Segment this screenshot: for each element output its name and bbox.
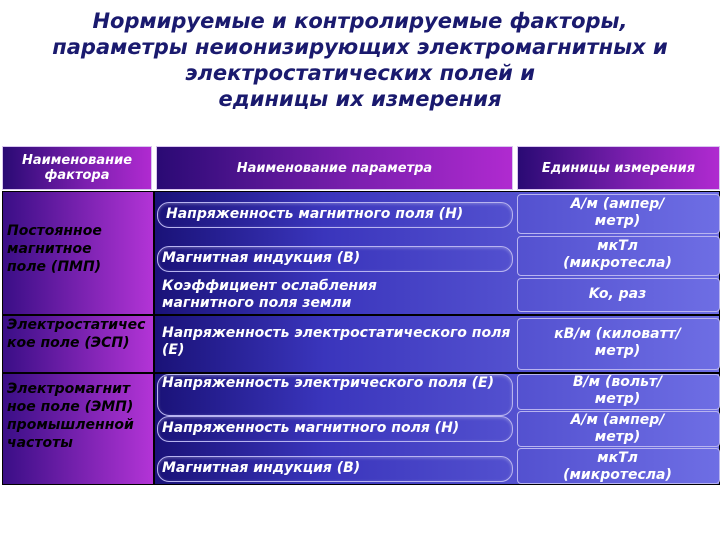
units-pmp-h [515,196,720,230]
header-factor-label: Наименование фактора [21,153,133,183]
factor-cell-emp [2,373,154,485]
units-emp-h [515,412,720,446]
factor-text-emp: Электромагнитное поле (ЭМП) промышленной частоты [7,381,134,451]
units-text: кВ/м (киловатт/метр) [554,326,681,359]
header-parameter [156,146,513,190]
param-pmp-k: Коэффициент ослабления магнитного поля земли [162,278,377,311]
header-units [517,146,720,190]
param-emp-b: Магнитная индукция (В) [162,460,361,476]
units-text: А/м (ампер/метр) [570,412,665,445]
factor-text-esp: Электростатическое поле (ЭСП) [7,317,146,351]
units-emp-b [515,450,720,484]
param-esp-e: Напряженность электростатического поля (Е) [162,325,511,358]
units-emp-e [515,374,720,408]
param-emp-h: Напряженность магнитного поля (Н) [162,420,460,436]
header-factor [2,146,152,190]
title-line-2: параметры неионизирующих электромагнитных и [52,35,668,59]
title-line-3: электростатических полей и [185,61,535,85]
factor-label-esp [7,316,151,352]
param-pmp-b: Магнитная индукция (В) [162,250,361,266]
units-pmp-k [515,286,720,303]
param-emp-e: Напряженность электрического поля (Е) [162,375,494,391]
units-text: Ko, раз [588,286,647,302]
units-esp [515,326,720,360]
page-title [0,8,720,112]
units-text: А/м (ампер/метр) [570,196,665,229]
units-text: мкТл (микротесла) [563,238,672,271]
factor-cell-esp [2,315,154,373]
param-pmp-h: Напряженность магнитного поля (Н) [166,206,464,222]
factor-label-pmp [7,222,151,276]
factor-label-emp [7,380,151,452]
header-units-label: Единицы измерения [541,160,696,176]
units-pmp-b [515,238,720,272]
title-line-4: единицы их измерения [218,87,502,111]
header-parameter-label: Наименование параметра [236,160,433,176]
factor-text-pmp: Постоянное магнитное поле (ПМП) [7,223,102,275]
title-line-1: Нормируемые и контролируемые факторы, [92,9,628,33]
units-text: мкТл (микротесла) [563,450,672,483]
factor-cell-pmp [2,191,154,315]
units-text: В/м (вольт/метр) [572,374,663,407]
